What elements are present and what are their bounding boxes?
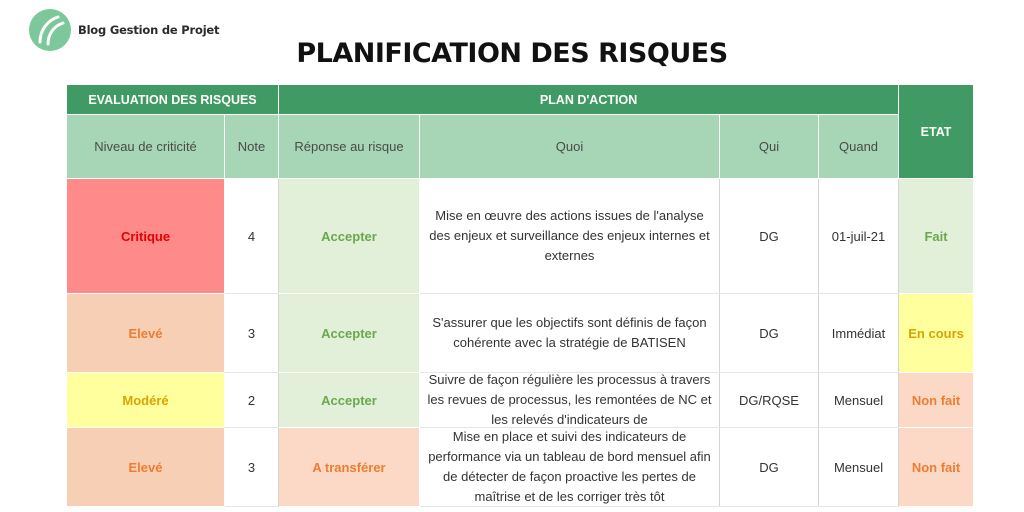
table-row (67, 179, 974, 294)
etat-cell: Non fait (899, 373, 974, 428)
column-header-row (67, 115, 974, 179)
risk-table (66, 84, 974, 507)
etat-cell: Fait (899, 179, 974, 294)
niveau-cell: Critique (67, 179, 225, 294)
reponse-cell: Accepter (279, 294, 420, 373)
group-plan-action: PLAN D'ACTION (279, 85, 899, 115)
quoi-cell: Mise en œuvre des actions issues de l'analyse des enjeux et surveillance des enjeux internes et externes (420, 179, 720, 294)
page-title: PLANIFICATION DES RISQUES (296, 38, 728, 69)
brand-name: Blog Gestion de Projet (78, 23, 220, 37)
qui-cell: DG (720, 179, 819, 294)
note-cell: 2 (225, 373, 279, 428)
etat-cell: Non fait (899, 428, 974, 507)
etat-cell: En cours (899, 294, 974, 373)
reponse-cell: Accepter (279, 179, 420, 294)
header-note: Note (225, 115, 279, 179)
table-row (67, 428, 974, 507)
quand-cell: Mensuel (819, 428, 899, 507)
header-quand: Quand (819, 115, 899, 179)
quoi-cell (420, 428, 720, 507)
quand-cell: Immédiat (819, 294, 899, 373)
group-header-row (67, 85, 974, 115)
quoi-text: Suivre de façon régulière les processus à travers les revues de processus, les remontées de NC et les relevés d'indicateurs de (427, 373, 712, 427)
qui-cell: DG (720, 428, 819, 507)
header-quoi: Quoi (420, 115, 720, 179)
note-cell: 3 (225, 294, 279, 373)
note-cell: 4 (225, 179, 279, 294)
quand-cell: 01-juil-21 (819, 179, 899, 294)
quoi-cell (420, 373, 720, 428)
header-qui: Qui (720, 115, 819, 179)
qui-cell: DG (720, 294, 819, 373)
reponse-cell: A transférer (279, 428, 420, 507)
niveau-cell: Elevé (67, 294, 225, 373)
quoi-text: Mise en place et suivi des indicateurs de performance via un tableau de bord mensuel afin de détecter de façon proactive les pertes de maîtrise et de les corriger très tôt (428, 429, 711, 504)
reponse-cell: Accepter (279, 373, 420, 428)
niveau-cell: Elevé (67, 428, 225, 507)
quoi-cell: S'assurer que les objectifs sont définis de façon cohérente avec la stratégie de BATISEN (420, 294, 720, 373)
header-etat: ETAT (899, 85, 974, 179)
header-reponse: Réponse au risque (279, 115, 420, 179)
qui-cell: DG/RQSE (720, 373, 819, 428)
group-evaluation: EVALUATION DES RISQUES (67, 85, 279, 115)
niveau-cell: Modéré (67, 373, 225, 428)
header-niveau: Niveau de criticité (67, 115, 225, 179)
table-row (67, 373, 974, 428)
quand-cell: Mensuel (819, 373, 899, 428)
note-cell: 3 (225, 428, 279, 507)
table-row (67, 294, 974, 373)
